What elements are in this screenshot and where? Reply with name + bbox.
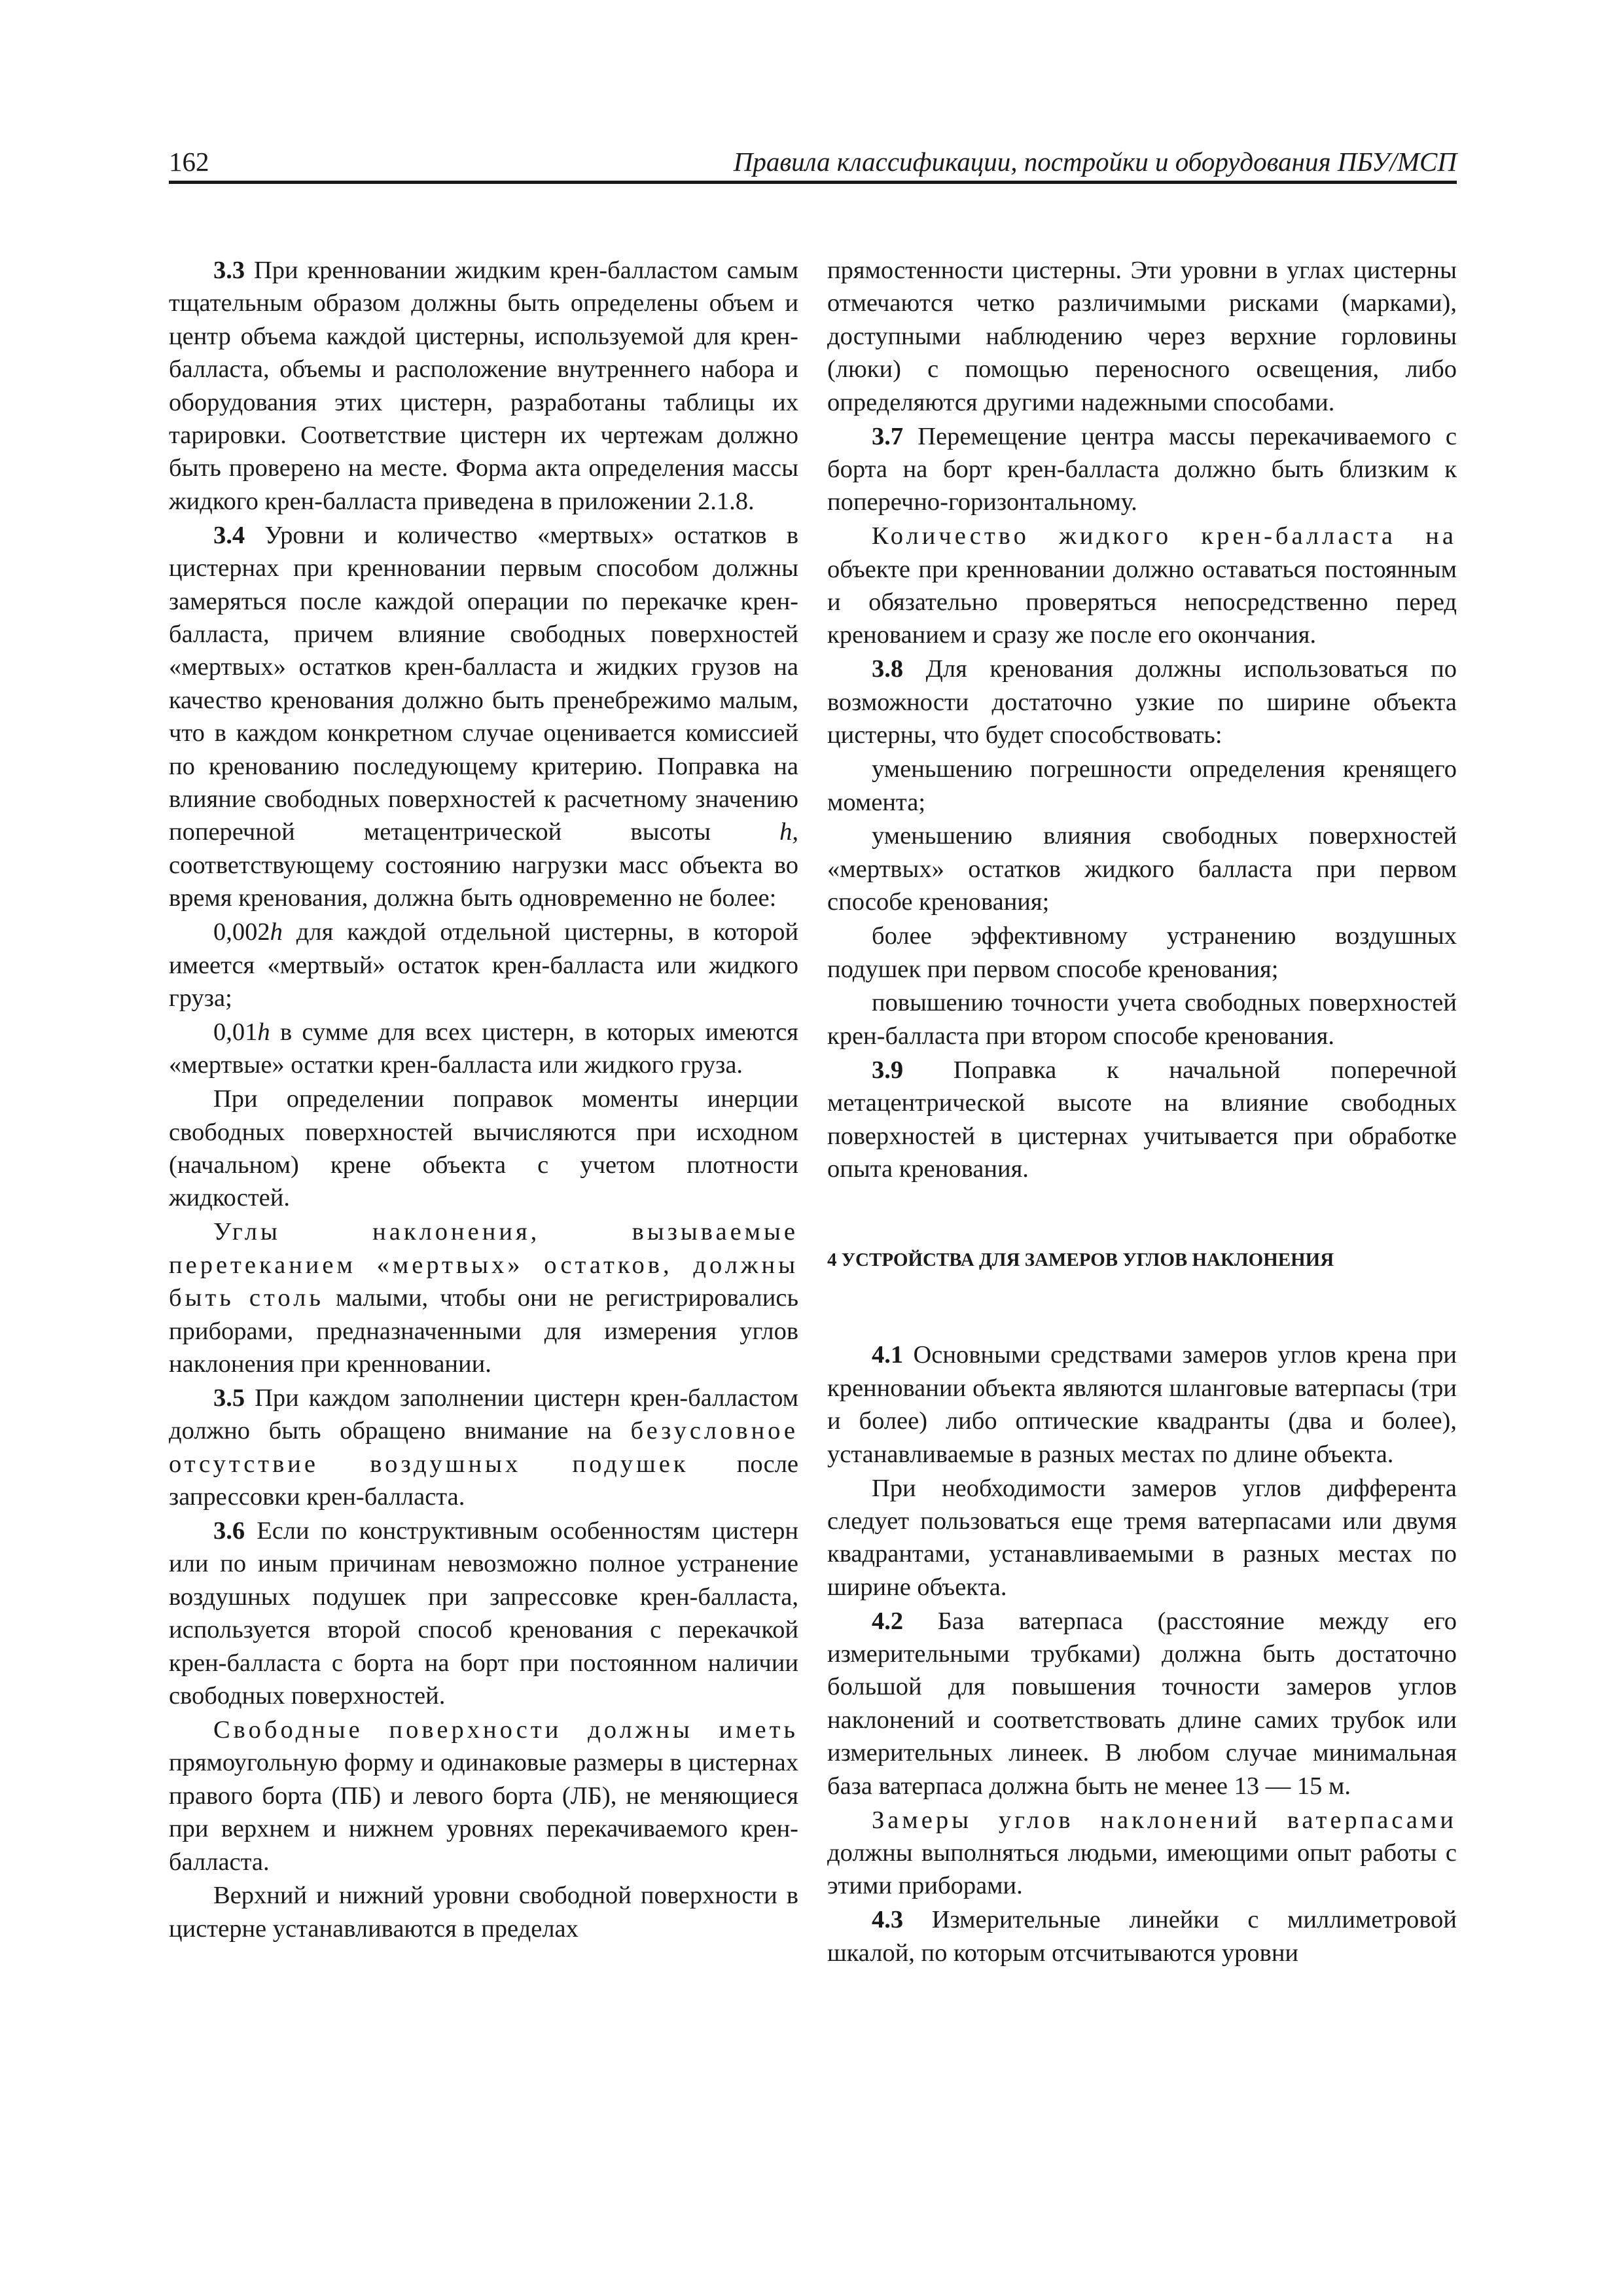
- clause-number: 3.8: [872, 655, 904, 683]
- paragraph-3-3: [169, 254, 798, 518]
- paragraph-free-surfaces: [169, 1713, 798, 1878]
- paragraph-text: прямоугольную форму и одинаковые размеры в цистернах правого борта (ПБ) и левого борта (ЛБ), не меняющиеся при верхнем и нижнем уровнях перекачиваемого крен-балласта.: [169, 1749, 798, 1876]
- paragraph-text: Замеры углов наклонений ватерпасами: [872, 1806, 1457, 1834]
- paragraph-text: Количество жидкого крен-балласта на: [872, 522, 1457, 550]
- paragraph-text: Перемещение центра массы перекачиваемого с борта на борт крен-балласта должно быть близким к поперечно-горизонтальному.: [827, 422, 1457, 516]
- page-header: [169, 143, 1457, 181]
- paragraph-3-6: [169, 1515, 798, 1712]
- paragraph-text: Поправка к начальной поперечной метацентрической высоте на влияние свободных поверхностей в цистернах учитывается при обработке опыта кренования.: [827, 1056, 1457, 1183]
- clause-number: 4.3: [872, 1906, 904, 1934]
- paragraph-text: Углы наклонения, вызываемые перетеканием «мертвых» остатков, должны быть столь: [169, 1218, 798, 1312]
- paragraph-text: При каждом заполнении цистерн крен-балластом должно быть обращено внимание на: [169, 1384, 798, 1445]
- variable-h: h: [257, 1018, 270, 1046]
- list-item-text: для каждой отдельной цистерны, в которой имеется «мертвый» остаток крен-балласта или жидкого груза;: [169, 918, 799, 1012]
- paragraph-text: Измерительные линейки с миллиметровой шкалой, по которым отсчитываются уровни: [827, 1906, 1457, 1967]
- list-item: [169, 1016, 798, 1082]
- paragraph-text: должны выполняться людьми, имеющими опыт работы с этими приборами.: [827, 1839, 1457, 1900]
- clause-number: 3.4: [213, 521, 245, 549]
- clause-number: 3.3: [213, 257, 245, 284]
- list-item: [169, 916, 798, 1014]
- header-rule: [169, 181, 1457, 184]
- paragraph-trim: При необходимости замеров углов дифферента следует пользоваться еще тремя ватерпасами или двумя квадрантами, устанавливаемыми в разных местах по ширине объекта.: [827, 1474, 1457, 1601]
- clause-number: 4.2: [872, 1607, 904, 1635]
- paragraph-3-9: [827, 1054, 1457, 1186]
- limit-value: 0,01: [213, 1018, 258, 1046]
- paragraph-inertia: При определении поправок моменты инерции свободных поверхностей вычисляются при исходном (начальном) крене объекта с учетом плотности жидкостей.: [169, 1085, 798, 1212]
- paragraph-continued: прямостенности цистерны. Эти уровни в углах цистерны отмечаются четко различимыми рисками (марками), доступными наблюдению через верхние горловины (люки) с помощью переносного освещения, либо определяются другими надежными способами.: [827, 257, 1457, 416]
- list-item: уменьшению влияния свободных поверхностей «мертвых» остатков жидкого балласта при первом способе кренования;: [827, 822, 1457, 916]
- paragraph-3-4: [169, 519, 798, 915]
- clause-number: 4.1: [872, 1341, 904, 1369]
- paragraph-3-8: [827, 653, 1457, 751]
- section-heading: 4 УСТРОЙСТВА ДЛЯ ЗАМЕРОВ УГЛОВ НАКЛОНЕНИЯ: [827, 1249, 1334, 1271]
- paragraph-4-3: [827, 1903, 1457, 1969]
- clause-number: 3.6: [213, 1516, 245, 1545]
- paragraph-text: При кренновании жидким крен-балластом самым тщательным образом должны быть определены объем и центр объема каждой цистерны, используемой для крен-балласта, объемы и расположение внутреннего набора и оборудования этих цистерн, разработаны таблицы их тарировки. Соответствие цистерн их чертежам должно быть проверено на месте. Форма акта определения массы жидкого крен-балласта приведена в приложении 2.1.8.: [169, 257, 799, 515]
- list-item: более эффективному устранению воздушных подушек при первом способе кренования;: [827, 922, 1457, 983]
- paragraph-3-5: [169, 1382, 798, 1514]
- paragraph-angles: [169, 1215, 798, 1380]
- paragraph-text: Уровни и количество «мертвых» остатков в цистернах при кренновании первым способом должны замеряться после каждой операции по перекачке крен-балласта, причем влияние свободных поверхностей «мертвых» остатков крен-балласта и жидких грузов на качество кренования должно быть пренебрежимо малым, что в каждом конкретном случае оценивается комиссией по кренованию последующему критерию. Поправка на влияние свободных поверхностей к расчетному значению поперечной метацентрической высоты: [169, 521, 798, 846]
- list-item: уменьшению погрешности определения кренящего момента;: [827, 755, 1457, 816]
- clause-number: 3.5: [213, 1384, 245, 1412]
- paragraph-text: Для кренования должны использоваться по возможности достаточно узкие по ширине объекта цистерны, что будет способствовать:: [827, 655, 1457, 749]
- clause-number: 3.7: [872, 422, 904, 450]
- clause-number: 3.9: [872, 1056, 904, 1084]
- running-title: Правила классификации, постройки и оборудования ПБУ/МСП: [733, 147, 1457, 177]
- left-column: [169, 254, 798, 1946]
- paragraph-text: Свободные поверхности должны иметь: [213, 1715, 798, 1744]
- limit-value: 0,002: [213, 918, 270, 946]
- variable-h: h: [270, 918, 283, 946]
- paragraph-levels: Верхний и нижний уровни свободной поверхности в цистерне устанавливаются в пределах: [169, 1882, 798, 1943]
- paragraph-text: малыми, чтобы они не регистрировались приборами, предназначенными для измерения углов наклонения при кренновании.: [169, 1284, 799, 1378]
- list-item-text: в сумме для всех цистерн, в которых имеются «мертвые» остатки крен-балласта или жидкого груза.: [169, 1018, 798, 1079]
- paragraph-3-7: [827, 420, 1457, 519]
- paragraph-text: после запрессовки крен-балласта.: [169, 1450, 798, 1511]
- paragraph-quantity: [827, 520, 1457, 652]
- paragraph-text: База ватерпаса (расстояние между его измерительными трубками) должна быть достаточно большой для повышения точности замеров углов наклонений и соответствовать длине самих трубок или измерительных линеек. В любом случае минимальная база ватерпаса должна быть не менее 13 — 15 м.: [827, 1607, 1457, 1800]
- paragraph-4-2: [827, 1605, 1457, 1803]
- list-item: повышению точности учета свободных поверхностей крен-балласта при втором способе кренования.: [827, 989, 1457, 1050]
- paragraph-experience: [827, 1804, 1457, 1903]
- paragraph-text: соответствующему состоянию нагрузки масс объекта во время кренования, должна быть одновременно не более:: [169, 851, 798, 912]
- variable-h: h,: [779, 818, 798, 846]
- paragraph-4-1: [827, 1338, 1457, 1471]
- paragraph-text: объекте при кренновании должно оставаться постоянным и обязательно проверяться непосредственно перед кренованием и сразу же после его окончания.: [827, 555, 1457, 649]
- paragraph-text: безусловное отсутствие воздушных подушек: [169, 1417, 798, 1478]
- paragraph-text: Если по конструктивным особенностям цистерн или по иным причинам невозможно полное устранение воздушных подушек при запрессовке крен-балласта, используется второй способ кренования с перекачкой крен-балласта с борта на борт при постоянном наличии свободных поверхностей.: [169, 1516, 798, 1710]
- page-number: 162: [169, 147, 209, 177]
- paragraph-text: Основными средствами замеров углов крена при кренновании объекта являются шланговые ватерпасы (три и более) либо оптические квадранты (два и более), устанавливаемые в разных местах по длине объекта.: [827, 1341, 1457, 1468]
- right-column: [827, 254, 1457, 1971]
